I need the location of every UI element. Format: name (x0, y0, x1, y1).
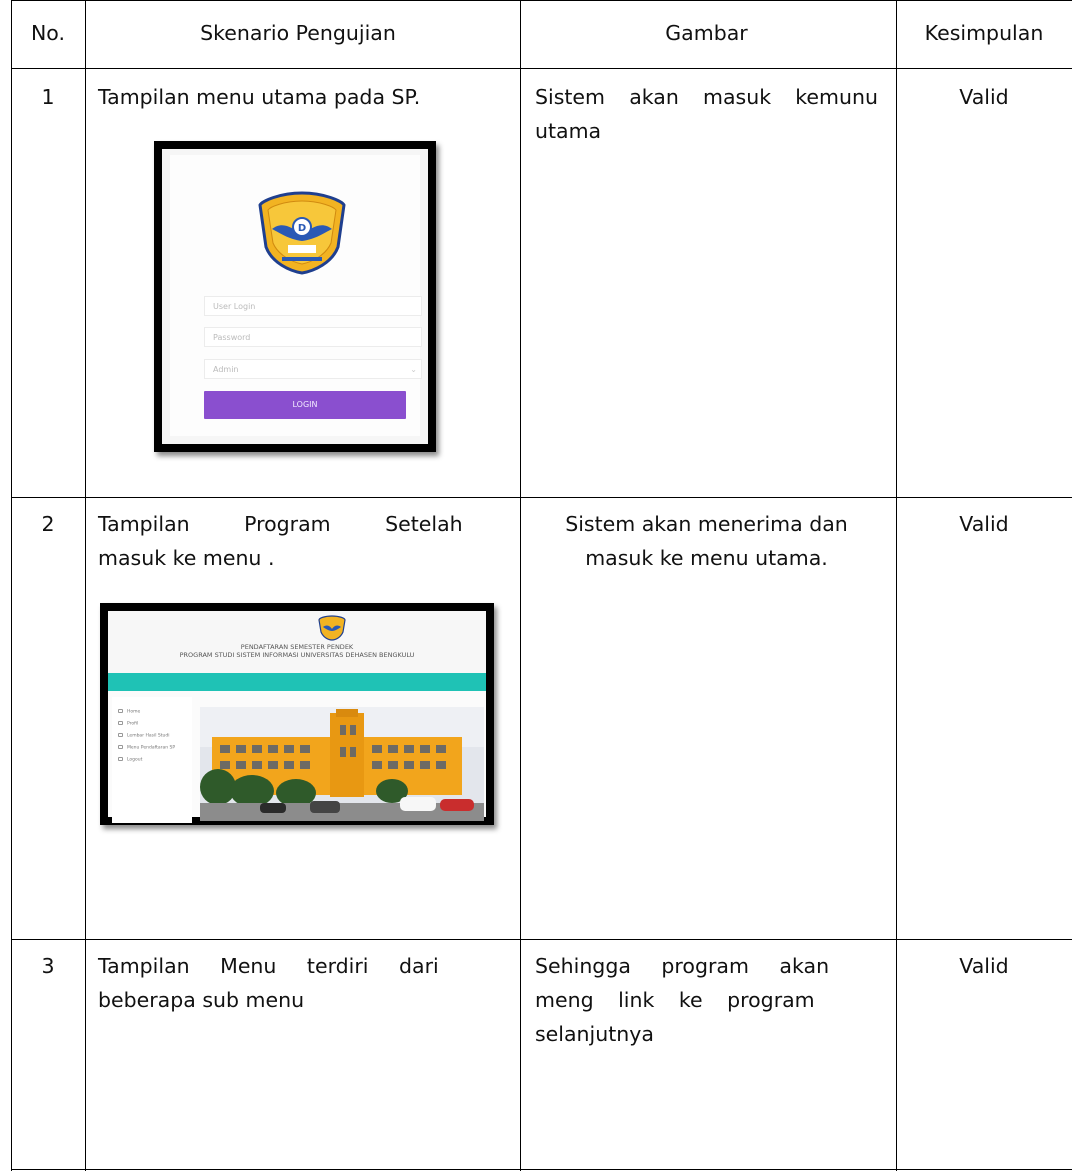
row2-skenario-line1 (98, 507, 498, 541)
sidebar-item-profil: Profil (118, 721, 138, 728)
dashboard-subtitle: PROGRAM STUDI SISTEM INFORMASI UNIVERSITAS DEHASEN BENGKULU (179, 651, 415, 659)
row3-skenario (85, 949, 505, 1017)
row3-gambar (520, 949, 882, 1051)
dashboard-title: PENDAFTARAN SEMESTER PENDEK (240, 643, 354, 651)
role-select (204, 359, 422, 379)
document-icon (118, 733, 123, 737)
university-logo-icon (318, 615, 346, 641)
row3-skenario-line2: beberapa sub menu (98, 988, 305, 1012)
table-divider-gambar (896, 0, 897, 1171)
row2-kesimpulan: Valid (959, 512, 1009, 536)
row2-gambar-line2: masuk ke menu utama. (585, 546, 828, 570)
campus-building-image (200, 707, 484, 821)
table-border-top (11, 0, 1072, 1)
header-no: No. (30, 21, 66, 45)
row1-gambar: Sistem akan masuk kemunu utama (535, 85, 878, 143)
table-divider-row2 (11, 939, 1072, 940)
row3-skenario-line1: Tampilan Menu terdiri dari (98, 954, 439, 978)
campus-building-photo (200, 707, 484, 821)
header-gambar: Gambar (665, 21, 748, 45)
row3-gambar-line1: Sehingga program akan (535, 954, 830, 978)
login-button: LOGIN (204, 391, 406, 419)
dashboard-navbar (108, 673, 486, 691)
svg-text:D: D (297, 223, 307, 234)
row2-gambar-line1: Sistem akan menerima dan (565, 512, 848, 536)
table-border-bottom (11, 1169, 1072, 1170)
sidebar-item-home: Home (118, 709, 140, 716)
row2-gambar (520, 507, 882, 575)
sidebar-item-lhs: Lembar Hasil Studi (118, 733, 169, 740)
row2-skenario-line2: masuk ke menu . (98, 546, 275, 570)
row3-no: 3 (41, 954, 55, 978)
row1-no: 1 (41, 85, 55, 109)
list-icon (118, 745, 123, 749)
header-kesimpulan: Kesimpulan (924, 21, 1044, 45)
row1-skenario: Tampilan menu utama pada SP. (98, 85, 421, 109)
university-logo-icon (258, 191, 346, 275)
chevron-down-icon: ⌄ (410, 365, 417, 374)
header-skenario: Skenario Pengujian (200, 21, 396, 45)
logout-icon (118, 757, 123, 761)
table-border-left (11, 0, 12, 1171)
row2-no: 2 (41, 512, 55, 536)
sidebar-item-logout: Logout (118, 757, 142, 764)
sidebar-item-pendaftaran: Menu Pendaftaran SP (118, 745, 175, 752)
table-divider-row1 (11, 497, 1072, 498)
home-icon (118, 709, 123, 713)
row2-skenario (85, 507, 505, 575)
dashboard-sidebar (112, 697, 192, 823)
table-divider-header (11, 68, 1072, 69)
login-screenshot (154, 141, 436, 452)
row1-kesimpulan: Valid (959, 85, 1009, 109)
row3-kesimpulan: Valid (959, 954, 1009, 978)
user-login-input: User Login (204, 296, 422, 316)
password-input: Password (204, 327, 422, 347)
role-select-value: Admin (213, 365, 239, 374)
row2-skenario-line1-text: Tampilan Program Setelah (98, 512, 463, 536)
user-icon (118, 721, 123, 725)
row3-gambar-line2: meng link ke program (535, 988, 815, 1012)
row3-gambar-line3: selanjutnya (535, 1022, 654, 1046)
dashboard-screenshot (100, 603, 494, 825)
dashboard-header (108, 611, 486, 673)
